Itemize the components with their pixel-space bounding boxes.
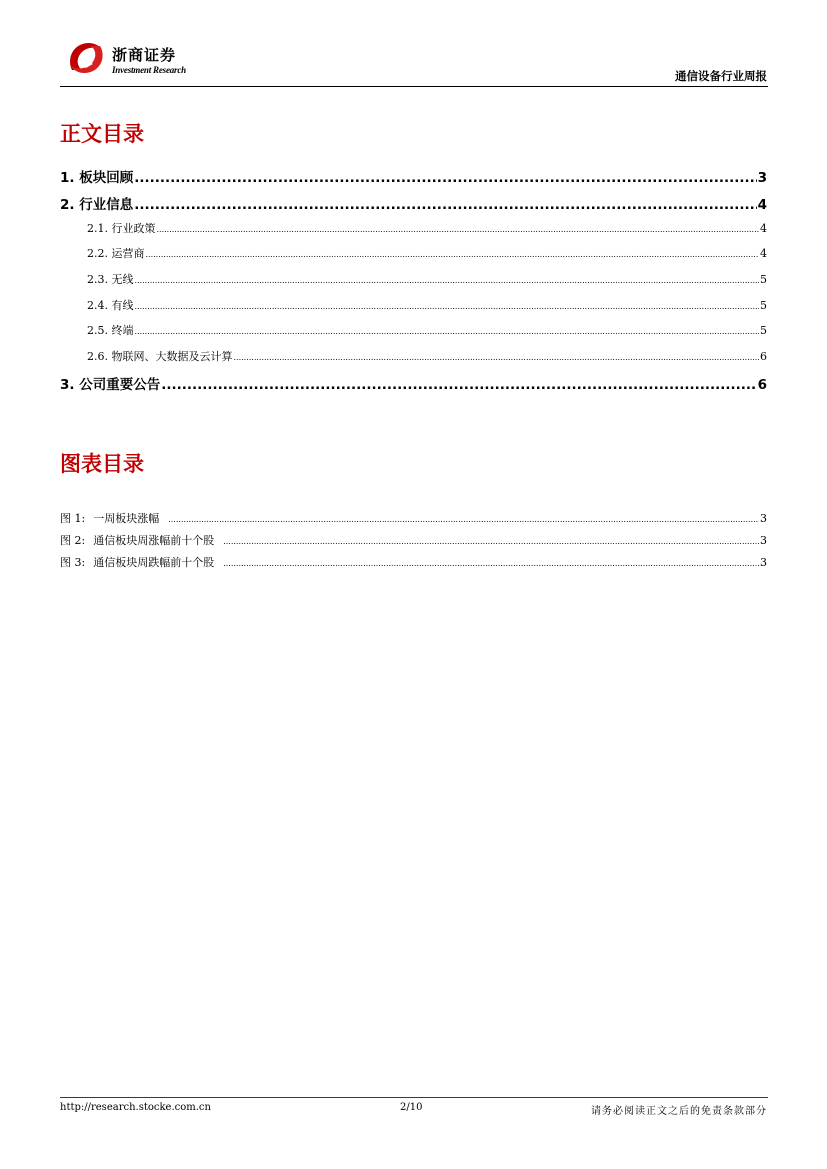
toc-entry-page: 6 <box>760 350 767 363</box>
figure-caption: 一周板块涨幅 <box>93 512 160 525</box>
figure-list-title: 图表目录 <box>60 452 144 476</box>
leader-dots <box>223 537 759 546</box>
figure-entry-page: 3 <box>760 534 767 547</box>
figure-caption: 通信板块周跌幅前十个股 <box>93 556 215 569</box>
toc-entry-label: 2.2. 运营商 <box>87 247 145 260</box>
toc-title: 正文目录 <box>60 122 144 146</box>
toc-entry-label: 2. 行业信息 <box>60 197 134 213</box>
leader-dots <box>135 302 760 311</box>
leader-dots <box>161 377 756 393</box>
figure-caption: 通信板块周涨幅前十个股 <box>93 534 215 547</box>
toc-entry[interactable] <box>60 373 767 393</box>
toc-entry-label: 3. 公司重要公告 <box>60 377 161 393</box>
leader-dots <box>168 515 759 524</box>
toc-entry-label: 2.5. 终端 <box>87 324 134 337</box>
figure-entry[interactable] <box>60 554 767 570</box>
page-header <box>60 38 767 88</box>
figure-entry-page: 3 <box>760 556 767 569</box>
toc-entry[interactable] <box>60 271 767 287</box>
footer-url[interactable]: http://research.stocke.com.cn <box>60 1102 211 1113</box>
toc-entry[interactable] <box>60 348 767 364</box>
leader-dots <box>134 197 756 213</box>
toc-entry-label: 2.6. 物联网、大数据及云计算 <box>87 350 233 363</box>
leader-dots <box>135 276 760 285</box>
header-divider <box>60 86 768 87</box>
toc-entry-page: 4 <box>757 197 767 213</box>
leader-dots <box>234 353 760 362</box>
toc-entry-page: 4 <box>760 247 767 260</box>
figure-number: 图 2: <box>60 534 86 547</box>
figure-number: 图 3: <box>60 556 86 569</box>
figure-entry-label <box>60 554 222 570</box>
toc-entry-page: 3 <box>757 170 767 186</box>
toc-entry-label: 2.3. 无线 <box>87 273 134 286</box>
leader-dots <box>134 170 756 186</box>
toc-entry-label: 2.1. 行业政策 <box>87 222 156 235</box>
company-name-en: Investment Research <box>112 65 186 75</box>
toc-entry[interactable] <box>60 220 767 236</box>
toc-entry-page: 5 <box>760 299 767 312</box>
footer-divider <box>60 1097 768 1098</box>
figure-entry-label <box>60 532 222 548</box>
company-logo-icon <box>66 40 106 76</box>
toc-entry-label: 1. 板块回顾 <box>60 170 134 186</box>
figure-entry[interactable] <box>60 532 767 548</box>
report-type: 通信设备行业周报 <box>675 69 767 83</box>
toc-entry[interactable] <box>60 322 767 338</box>
toc-entry-page: 4 <box>760 222 767 235</box>
company-name-cn: 浙商证券 <box>112 46 177 64</box>
leader-dots <box>135 327 760 336</box>
toc-entry[interactable] <box>60 297 767 313</box>
toc-entry-label: 2.4. 有线 <box>87 299 134 312</box>
toc-entry[interactable] <box>60 166 767 186</box>
toc-entry-page: 5 <box>760 324 767 337</box>
disclaimer-note: 请务必阅读正文之后的免责条款部分 <box>591 1106 767 1117</box>
leader-dots <box>146 250 760 259</box>
toc-entry[interactable] <box>60 193 767 213</box>
figure-entry-page: 3 <box>760 512 767 525</box>
page-number: 2/10 <box>400 1102 423 1113</box>
figure-number: 图 1: <box>60 512 86 525</box>
toc-entry-page: 6 <box>757 377 767 393</box>
figure-entry-label <box>60 510 167 526</box>
leader-dots <box>223 559 759 568</box>
toc-entry-page: 5 <box>760 273 767 286</box>
toc-entry[interactable] <box>60 245 767 261</box>
figure-entry[interactable] <box>60 510 767 526</box>
leader-dots <box>157 225 760 234</box>
